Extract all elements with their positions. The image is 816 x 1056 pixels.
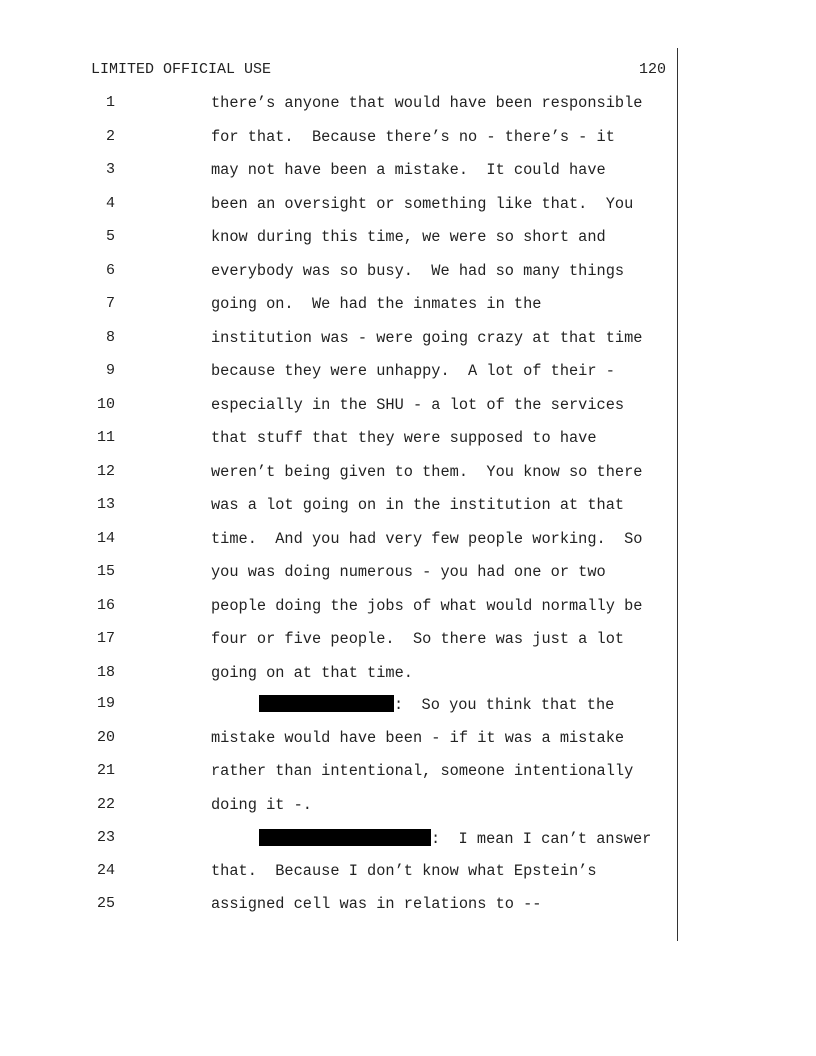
transcript-line — [0, 796, 816, 830]
line-text: weren’t being given to them. You know so there — [211, 462, 643, 481]
transcript-line — [0, 128, 816, 162]
line-number: 6 — [105, 261, 115, 279]
line-text — [259, 695, 614, 714]
line-number: 16 — [96, 596, 115, 614]
transcript-line — [0, 597, 816, 631]
line-text: that stuff that they were supposed to have — [211, 429, 597, 447]
transcript-line — [0, 496, 816, 530]
line-number: 9 — [105, 362, 115, 379]
line-text — [259, 829, 651, 848]
transcript-line — [0, 195, 816, 229]
line-number: 12 — [96, 462, 115, 480]
line-number: 23 — [96, 829, 115, 846]
transcript-line — [0, 862, 816, 896]
classification-label: LIMITED OFFICIAL USE — [91, 61, 272, 78]
transcript-line — [0, 161, 816, 195]
page-number: 120 — [638, 61, 666, 78]
transcript-line — [0, 295, 816, 329]
line-number: 18 — [96, 663, 115, 681]
redaction-block — [259, 829, 431, 846]
line-text: mistake would have been - if it was a mistake — [211, 728, 625, 747]
transcript-line — [0, 262, 816, 296]
line-text: rather than intentional, someone intentionally — [211, 762, 634, 780]
line-number: 8 — [105, 328, 115, 346]
line-text: people doing the jobs of what would normally be — [211, 596, 643, 615]
transcript-line — [0, 228, 816, 262]
transcript-line — [0, 94, 816, 128]
line-text: going on. We had the inmates in the — [211, 295, 542, 313]
line-number: 25 — [96, 895, 115, 912]
line-text: was a lot going on in the institution at that — [211, 496, 625, 514]
line-number: 3 — [105, 161, 115, 178]
line-number: 21 — [96, 762, 115, 779]
line-text: because they were unhappy. A lot of their - — [211, 362, 615, 380]
transcript-line — [0, 463, 816, 497]
line-number: 17 — [96, 630, 115, 647]
transcript-line — [0, 396, 816, 430]
line-text: that. Because I don’t know what Epstein’s — [211, 862, 597, 880]
line-number: 4 — [105, 194, 115, 212]
line-text: especially in the SHU - a lot of the services — [211, 395, 625, 414]
line-text: going on at that time. — [211, 663, 413, 682]
line-number: 15 — [96, 563, 115, 580]
line-number: 14 — [96, 529, 115, 547]
speaker-remark: : So you think that the — [394, 696, 615, 714]
line-text: doing it -. — [211, 795, 312, 814]
line-number: 1 — [105, 94, 115, 111]
line-number: 5 — [105, 228, 115, 245]
line-text: been an oversight or something like that. You — [211, 194, 634, 213]
line-number: 11 — [96, 429, 115, 446]
transcript-line — [0, 762, 816, 796]
line-number: 19 — [96, 695, 115, 712]
redaction-block — [259, 695, 394, 712]
line-text: assigned cell was in relations to -- — [211, 895, 542, 913]
line-number: 13 — [96, 496, 115, 513]
line-text: for that. Because there’s no - there’s - it — [211, 127, 615, 146]
line-text: everybody was so busy. We had so many things — [211, 261, 625, 280]
transcript-line — [0, 664, 816, 698]
line-text: know during this time, we were so short and — [211, 228, 606, 246]
line-number: 10 — [96, 395, 115, 413]
transcript-line — [0, 362, 816, 396]
transcript-line — [0, 695, 816, 729]
line-text: time. And you had very few people working. So — [211, 529, 643, 548]
transcript-line — [0, 429, 816, 463]
line-text: may not have been a mistake. It could have — [211, 161, 606, 179]
line-number: 24 — [96, 862, 115, 879]
line-number: 2 — [105, 127, 115, 145]
transcript-line — [0, 530, 816, 564]
transcript-line — [0, 630, 816, 664]
line-number: 22 — [96, 795, 115, 813]
transcript-line — [0, 563, 816, 597]
transcript-line — [0, 329, 816, 363]
line-text: there’s anyone that would have been responsible — [211, 94, 643, 112]
transcript-line — [0, 895, 816, 929]
line-number: 20 — [96, 728, 115, 746]
transcript-line — [0, 729, 816, 763]
line-number: 7 — [105, 295, 115, 312]
transcript-line — [0, 829, 816, 863]
line-text: institution was - were going crazy at that time — [211, 328, 643, 347]
speaker-remark: : I mean I can’t answer — [431, 830, 652, 848]
line-text: you was doing numerous - you had one or two — [211, 563, 606, 581]
line-text: four or five people. So there was just a lot — [211, 630, 625, 648]
